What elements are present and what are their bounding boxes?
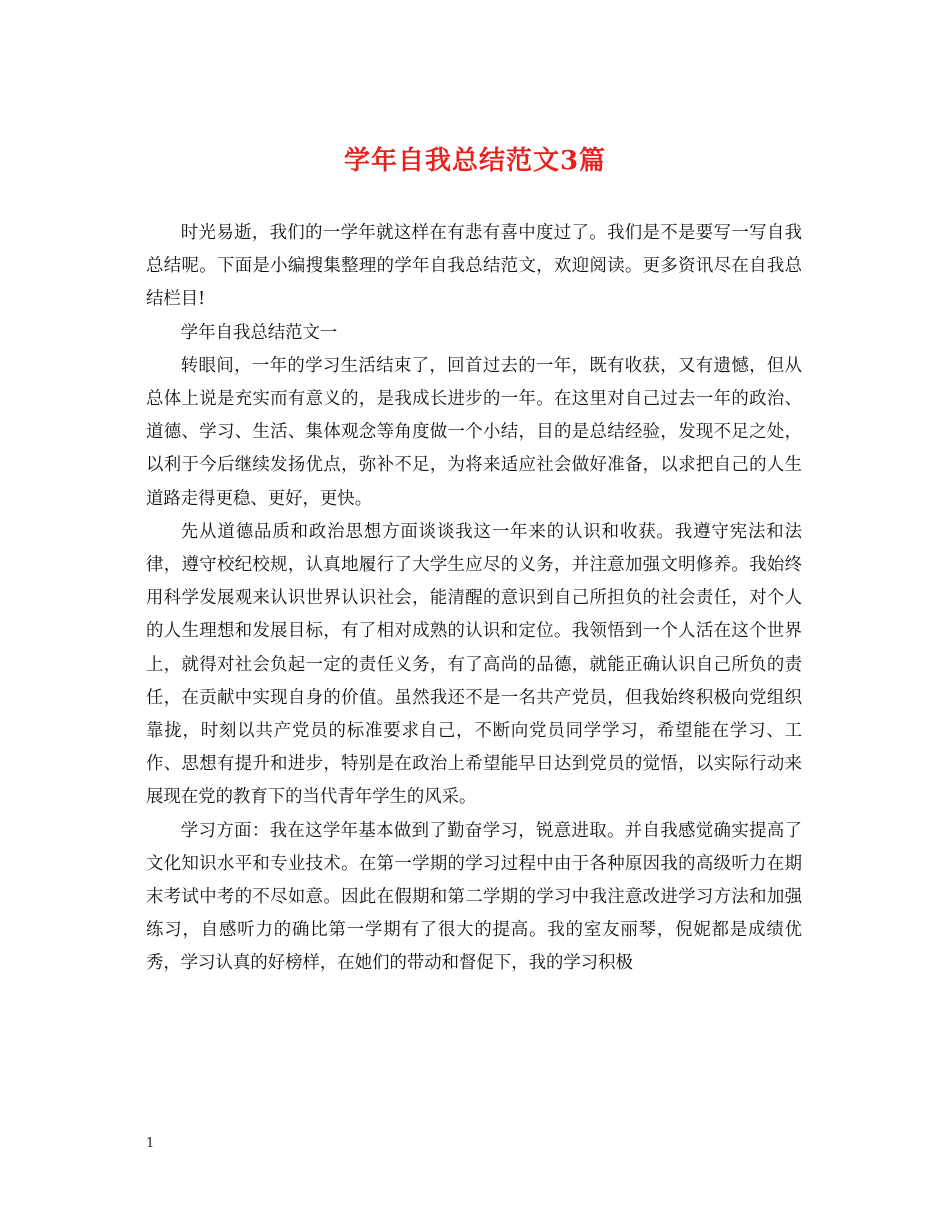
paragraph: 学习方面：我在这学年基本做到了勤奋学习，锐意进取。并自我感觉确实提高了文化知识水平和专业技术。在第一学期的学习过程中由于各种原因我的高级听力在期末考试中考的不尽如意。因此在假期和第二学期的学习中我注意改进学习方法和加强练习，自感听力的确比第一学期有了很大的提高。我的室友丽琴，倪妮都是成绩优秀，学习认真的好榜样，在她们的带动和督促下，我的学习积极: [146, 820, 802, 974]
paragraph: 先从道德品质和政治思想方面谈谈我这一年来的认识和收获。我遵守宪法和法律，遵守校纪校规，认真地履行了大学生应尽的义务，并注意加强文明修养。我始终用科学发展观来认识世界认识社会，能清醒的意识到自己所担负的社会责任，对个人的人生理想和发展目标，有了相对成熟的认识和定位。我领悟到一个人活在这个世界上，就得对社会负起一定的责任义务，有了高尚的品德，就能正确认识自己所负的责任，在贡献中实现自身的价值。虽然我还不是一名共产党员，但我始终积极向党组织靠拢，时刻以共产党员的标准要求自己，不断向党员同学学习，希望能在学习、工作、思想有提升和进步，特别是在政治上希望能早日达到党员的觉悟，以实际行动来展现在党的教育下的当代青年学生的风采。: [146, 521, 802, 808]
document-body: [146, 217, 802, 981]
document-title: 学年自我总结范文3篇: [343, 146, 607, 176]
paragraph-intro: 时光易逝，我们的一学年就这样在有悲有喜中度过了。我们是不是要写一写自我总结呢。下面是小编搜集整理的学年自我总结范文，欢迎阅读。更多资讯尽在自我总结栏目!: [146, 223, 802, 310]
paragraph: 转眼间，一年的学习生活结束了，回首过去的一年，既有收获，又有遗憾，但从总体上说是充实而有意义的，是我成长进步的一年。在这里对自己过去一年的政治、道德、学习、生活、集体观念等角度做一个小结，目的是总结经验，发现不足之处，以利于今后继续发扬优点，弥补不足，为将来适应社会做好准备，以求把自己的人生道路走得更稳、更好，更快。: [146, 355, 802, 509]
section-heading: 学年自我总结范文一: [180, 322, 338, 343]
page-number: 1: [146, 1136, 155, 1151]
